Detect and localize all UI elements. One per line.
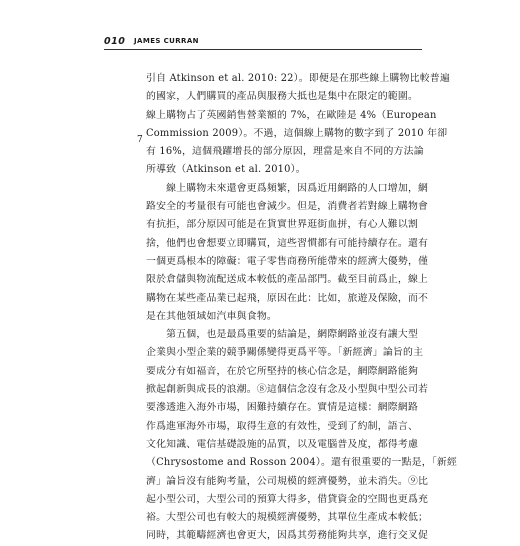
text-line: （Chrysostome and Rosson 2004）。還有很重要的一點是，「新經 [146, 457, 458, 469]
text-line: 引自 Atkinson et al. 2010: 22）。即便是在那些線上購物比較普遍 [146, 73, 450, 84]
body-text [146, 70, 458, 546]
text-line: 第五個，也是最爲重要的結論是，網際網路並沒有讓大型 [146, 329, 419, 341]
text-line: 限於倉儲與物流配送成本較低的產品部門。截至目前爲止，線上 [146, 274, 429, 286]
text-line: 企業與小型企業的競爭關係變得更爲平等。「新經濟」論旨的主 [146, 347, 424, 359]
paragraph [146, 180, 429, 326]
text-line: 路安全的考量很有可能也會減少。但是，消費者若對線上購物會 [146, 201, 429, 213]
text-line: 有抗拒，部分原因可能是在貨實世界逛街血拼，有心人難以割 [146, 219, 419, 231]
text-line: 線上購物未來還會更爲頻繁，因爲近用網路的人口增加，網 [146, 182, 429, 194]
running-header [104, 34, 422, 54]
text-line: 起小型公司，大型公司的預算大得多，借貸資金的空間也更爲充 [146, 493, 429, 505]
text-line: 裕。大型公司也有較大的規模經濟優勢，其單位生產成本較低； [146, 512, 429, 524]
text-line: 要成分有如福音，在於它所堅持的核心信念是，網際網路能夠 [146, 365, 419, 377]
text-line: 要滲透進入海外市場，困難持續存在。實情是這樣：網際網路 [146, 402, 419, 414]
text-line: 有 16%，這個飛躍增長的部分原因，理當是來自不同的方法論 [146, 146, 424, 158]
text-line: 文化知識、電信基礎設施的品質，以及電腦普及度，都得考慮 [146, 438, 419, 450]
margin-line-marker: 7 [137, 135, 143, 145]
paragraph [146, 326, 458, 546]
text-line: 線上購物占了英國銷售營業額的 7%，在歐陸是 4%（European [146, 109, 437, 121]
text-line: 同時，其範疇經濟也會更大，因爲其勞務能夠共享，進行交叉促 [146, 530, 429, 542]
text-line: 購物在某些產品業已起飛，原因在此：比如，旅遊及保險，而不 [146, 292, 429, 304]
text-line: 一個更爲根本的障礙：電子零售商務所能帶來的經濟大優勢，僅 [146, 255, 429, 267]
text-line: Commission 2009）。不過，這個線上購物的數字到了 2010 年卻 [146, 127, 448, 139]
text-line: 作爲進軍海外市場，取得生意的有效性，受到了約制，語言、 [146, 420, 419, 432]
text-line: 掀起創新與成長的浪潮。⑧這個信念沒有念及小型與中型公司若 [146, 384, 429, 396]
header-rule [104, 49, 422, 50]
text-line: 是在其他領域如汽車與食物。 [146, 310, 277, 322]
paragraph [146, 70, 450, 180]
text-line: 的國家，人們購買的產品與服務大抵也是集中在限定的範圍。 [146, 91, 419, 103]
text-line: 所導致（Atkinson et al. 2010）。 [146, 164, 306, 176]
text-line: 捨，他們也會想要立即購買，這些習慣都有可能持續存在。還有 [146, 237, 429, 249]
text-line: 濟」論旨沒有能夠考量，公司規模的經濟優勢，並未消失。⑨比 [146, 475, 429, 487]
page-number: 010 [104, 36, 126, 47]
running-head-author: JAMES CURRAN [134, 37, 199, 45]
